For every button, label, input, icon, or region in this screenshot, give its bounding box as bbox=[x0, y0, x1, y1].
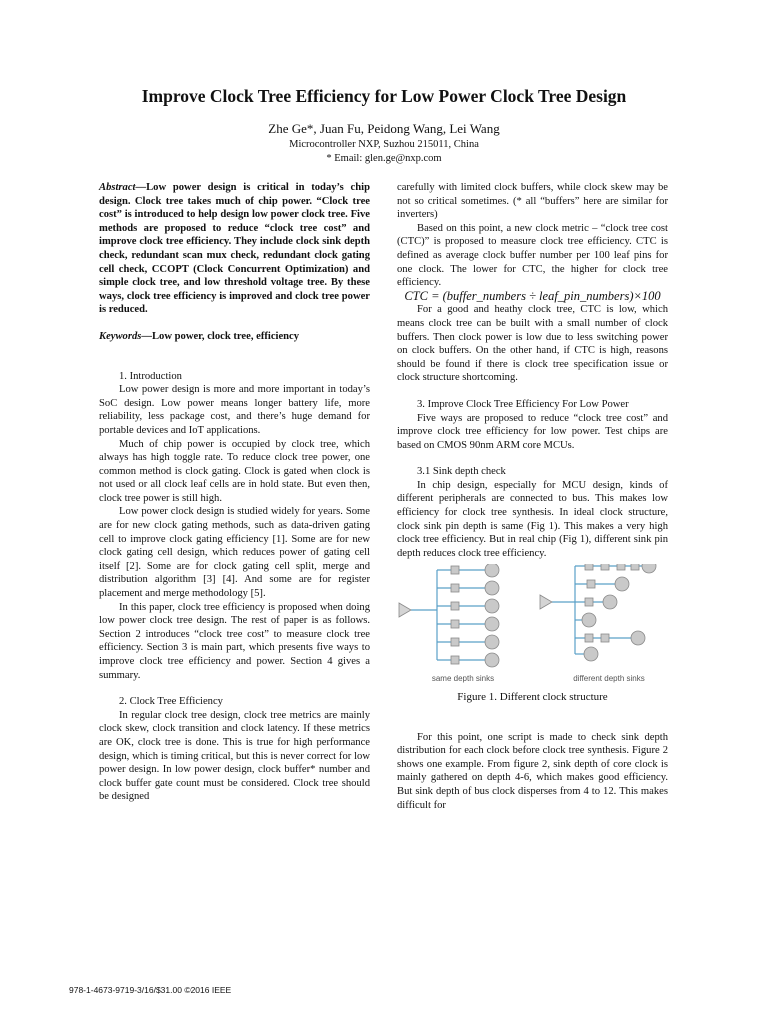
buffer-node bbox=[601, 564, 609, 570]
same-depth-diagram bbox=[399, 564, 499, 667]
buffer-node bbox=[585, 564, 593, 570]
abstract-label: Abstract bbox=[99, 182, 136, 193]
section-1-paragraph-3: Low power clock design is studied widely for years. Some are for new clock gating methods, such as data-driven gating cell to improve clock gating efficiency [1]. Some are for new clock gating cell design, which reduces power of gating cell itself [2]. Some are for clock gating cell split, merge and distribution algorithm [3] [4]. And some are for register placement and merge methodology [5]. bbox=[99, 506, 370, 600]
section-1-paragraph-2: Much of chip power is occupied by clock tree, which always has high toggle rate. To reduce clock tree power, one common method is clock gating. Clock is gated when clock is not used or all clock leaf cells are in hold state. But even then, clock tree power is still high. bbox=[99, 438, 370, 504]
sink-node bbox=[603, 595, 617, 609]
abstract-dash: — bbox=[135, 182, 147, 193]
keywords-label: Keywords bbox=[99, 330, 142, 342]
sink-node bbox=[615, 577, 629, 591]
abstract-paragraph bbox=[99, 181, 370, 317]
keywords-text: Low power, clock tree, efficiency bbox=[151, 330, 300, 342]
buffer-node bbox=[601, 634, 609, 642]
different-depth-diagram bbox=[540, 564, 656, 661]
section-2-paragraph-3: For a good and heathy clock tree, CTC is low, which means clock tree can be built with a small number of clock buffers. Then clock power is low due to less switching power on clock buffers. On the other hand, if CTC is high, reasons should be found if there is clock tree specification issue or clock structure shortcoming. bbox=[397, 304, 668, 384]
right-column bbox=[397, 181, 668, 812]
section-1-paragraph-1: Low power design is more and more important in today’s SoC design. Low power means longer battery life, more reliability, less package cost, and there’s huge demand for portable devices and IoT applications. bbox=[99, 384, 370, 436]
buffer-node bbox=[451, 602, 459, 610]
sink-node bbox=[485, 599, 499, 613]
ctc-formula: CTC = (buffer_numbers ÷ leaf_pin_numbers)×100 bbox=[404, 288, 661, 303]
sink-node bbox=[631, 631, 645, 645]
buffer-node bbox=[631, 564, 639, 570]
paper-title: Improve Clock Tree Efficiency for Low Power Clock Tree Design bbox=[141, 86, 627, 106]
section-2-heading: 2. Clock Tree Efficiency bbox=[119, 696, 223, 708]
section-2-paragraph-1-continued: carefully with limited clock buffers, while clock skew may be not so critical sometimes. (* all “buffers” here are similar for inverters) bbox=[397, 182, 668, 221]
figure-1-caption: Figure 1. Different clock structure bbox=[457, 691, 608, 704]
subsection-3-1-paragraph-1: In chip design, especially for MCU design, kinds of different peripherals are connected to bus. This makes low efficiency for clock tree synthesis. In ideal clock structure, clock sink pin depth is same (Fig 1). This makes a very high clock tree efficiency. But in real chip (Fig 1), different sink pin depth reduces clock tree efficiency. bbox=[397, 479, 668, 559]
figure-label-different-depth: different depth sinks bbox=[573, 674, 645, 684]
clock-source-icon bbox=[399, 603, 411, 617]
section-1-paragraph-4: In this paper, clock tree efficiency is proposed when doing low power clock tree design. The rest of paper is as follows. Section 2 introduces “clock tree cost” to measure clock tree efficiency. Section 3 is main part, which presents five ways to improve clock tree efficiency and power. Section 4 gives a summary. bbox=[99, 601, 370, 681]
buffer-node bbox=[617, 564, 625, 570]
buffer-node bbox=[585, 634, 593, 642]
section-3-heading: 3. Improve Clock Tree Efficiency For Low Power bbox=[417, 398, 629, 410]
buffer-node bbox=[451, 656, 459, 664]
keywords-paragraph bbox=[99, 330, 370, 344]
affiliation: Microcontroller NXP, Suzhou 215011, China bbox=[289, 139, 479, 150]
subsection-3-1-heading: 3.1 Sink depth check bbox=[417, 466, 506, 478]
buffer-node bbox=[451, 584, 459, 592]
clock-structure-figure bbox=[397, 564, 668, 686]
subsection-3-1-paragraph-2: For this point, one script is made to check sink depth distribution for each clock before clock tree synthesis. Figure 2 shows one example. From figure 2, sink depth of core clock is mainly gathered on depth 4-6, which makes good efficiency. But sink depth of bus clock disperses from 4 to 12. This makes difficult for bbox=[397, 731, 668, 811]
sink-node bbox=[485, 581, 499, 595]
copyright-footer: 978-1-4673-9719-3/16/$31.00 ©2016 IEEE bbox=[69, 985, 232, 995]
sink-node bbox=[485, 635, 499, 649]
buffer-node bbox=[587, 580, 595, 588]
sink-node bbox=[642, 564, 656, 573]
buffer-node bbox=[451, 566, 459, 574]
section-2-paragraph-2: Based on this point, a new clock metric – “clock tree cost (CTC)” is proposed to measure clock tree efficiency. CTC is defined as average clock buffer number per 100 leaf pins for one clock. The lower for CTC, the higher for clock tree efficiency. bbox=[397, 222, 668, 289]
buffer-node bbox=[585, 598, 593, 606]
section-2-paragraph-1: In regular clock tree design, clock tree metrics are mainly clock skew, clock transition and clock latency. If these metrics are OK, clock tree is done. This is true for high performance design, which is timing critical, but this is never correct for low power design. In low power design, clock buffer* number and clock buffer gate count must be considered. Clock tree should be designed bbox=[99, 709, 370, 803]
author-list: Zhe Ge*, Juan Fu, Peidong Wang, Lei Wang bbox=[268, 121, 500, 136]
sink-node bbox=[582, 613, 596, 627]
author-email: * Email: glen.ge@nxp.com bbox=[326, 153, 442, 164]
figure-label-same-depth: same depth sinks bbox=[431, 674, 495, 684]
sink-node bbox=[485, 564, 499, 577]
sink-node bbox=[584, 647, 598, 661]
left-column bbox=[99, 181, 370, 804]
section-1-heading: 1. Introduction bbox=[119, 370, 182, 382]
abstract-text: Low power design is critical in today’s chip design. Clock tree takes much of chip power. “Clock tree cost” is introduced to help design low power clock tree. Five methods are proposed to reduce “clock tree cost” and improve clock tree efficiency. They include clock sink depth check, redundant scan mux check, redundant clock gating cell check, CCOPT (Clock Concurrent Optimization) and simple clock tree, and low threshold voltage tree. By these ways, clock tree efficiency is improved and clock tree power is reduced. bbox=[99, 182, 370, 316]
buffer-node bbox=[451, 638, 459, 646]
sink-node bbox=[485, 653, 499, 667]
sink-node bbox=[485, 617, 499, 631]
clock-source-icon bbox=[540, 595, 552, 609]
section-3-paragraph-1: Five ways are proposed to reduce “clock tree cost” and improve clock tree efficiency for low power. Test chips are based on CMOS 90nm ARM core MCUs. bbox=[397, 412, 668, 451]
buffer-node bbox=[451, 620, 459, 628]
keywords-dash: — bbox=[141, 330, 152, 342]
